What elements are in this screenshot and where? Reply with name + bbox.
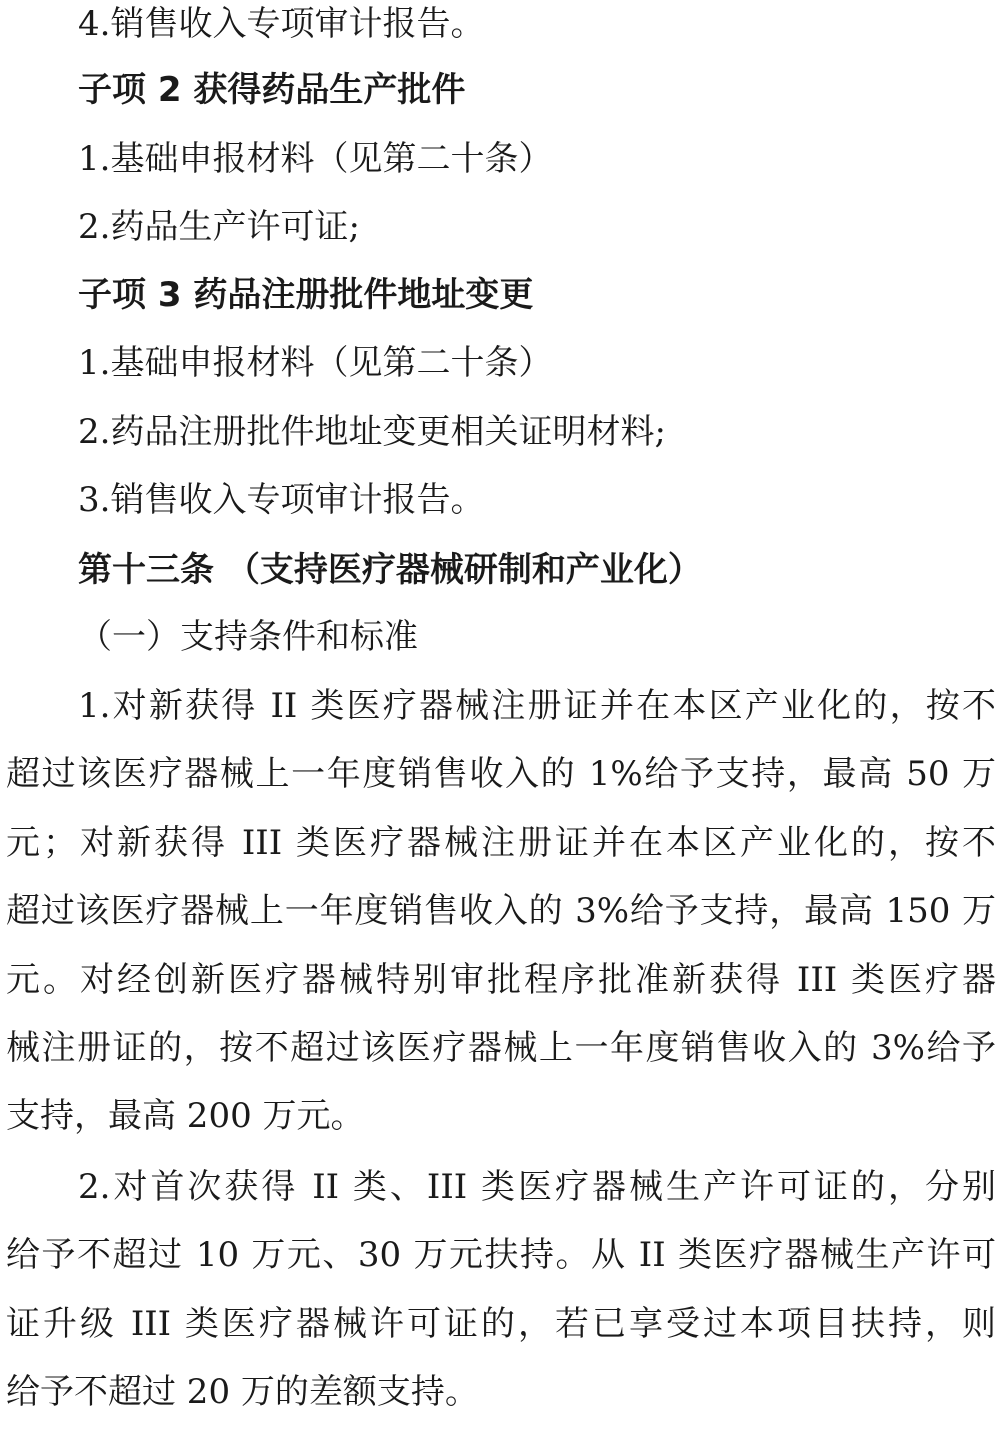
list-item: 1.基础申报材料（见第二十条） xyxy=(78,343,553,383)
list-item: 2.药品生产许可证; xyxy=(78,207,360,247)
list-item: 1.基础申报材料（见第二十条） xyxy=(78,139,553,179)
paragraph-line: 元；对新获得 III 类医疗器械注册证并在本区产业化的，按不 xyxy=(6,823,996,863)
section-heading: （一）支持条件和标准 xyxy=(78,617,418,657)
paragraph-line: 械注册证的，按不超过该医疗器械上一年度销售收入的 3%给予 xyxy=(6,1028,996,1068)
paragraph-line: 给予不超过 20 万的差额支持。 xyxy=(6,1372,479,1412)
paragraph-line: 支持，最高 200 万元。 xyxy=(6,1096,365,1136)
sub-item-heading: 子项 3 药品注册批件地址变更 xyxy=(78,275,534,315)
paragraph-line: 2.对首次获得 II 类、III 类医疗器械生产许可证的，分别 xyxy=(78,1167,996,1207)
paragraph-line: 超过该医疗器械上一年度销售收入的 3%给予支持，最高 150 万 xyxy=(6,891,996,931)
paragraph-line: 元。对经创新医疗器械特别审批程序批准新获得 III 类医疗器 xyxy=(6,960,996,1000)
paragraph-line: 给予不超过 10 万元、30 万元扶持。从 II 类医疗器械生产许可 xyxy=(6,1235,996,1275)
article-heading: 第十三条 （支持医疗器械研制和产业化） xyxy=(78,550,702,590)
paragraph-line: 1.对新获得 II 类医疗器械注册证并在本区产业化的，按不 xyxy=(78,686,996,726)
list-item: 3.销售收入专项审计报告。 xyxy=(78,480,485,520)
sub-item-heading: 子项 2 获得药品生产批件 xyxy=(78,70,466,110)
list-item: 2.药品注册批件地址变更相关证明材料; xyxy=(78,412,666,452)
paragraph-line: 超过该医疗器械上一年度销售收入的 1%给予支持，最高 50 万 xyxy=(6,754,996,794)
list-item: 4.销售收入专项审计报告。 xyxy=(78,4,485,44)
paragraph-line: 证升级 III 类医疗器械许可证的，若已享受过本项目扶持，则 xyxy=(6,1304,996,1344)
